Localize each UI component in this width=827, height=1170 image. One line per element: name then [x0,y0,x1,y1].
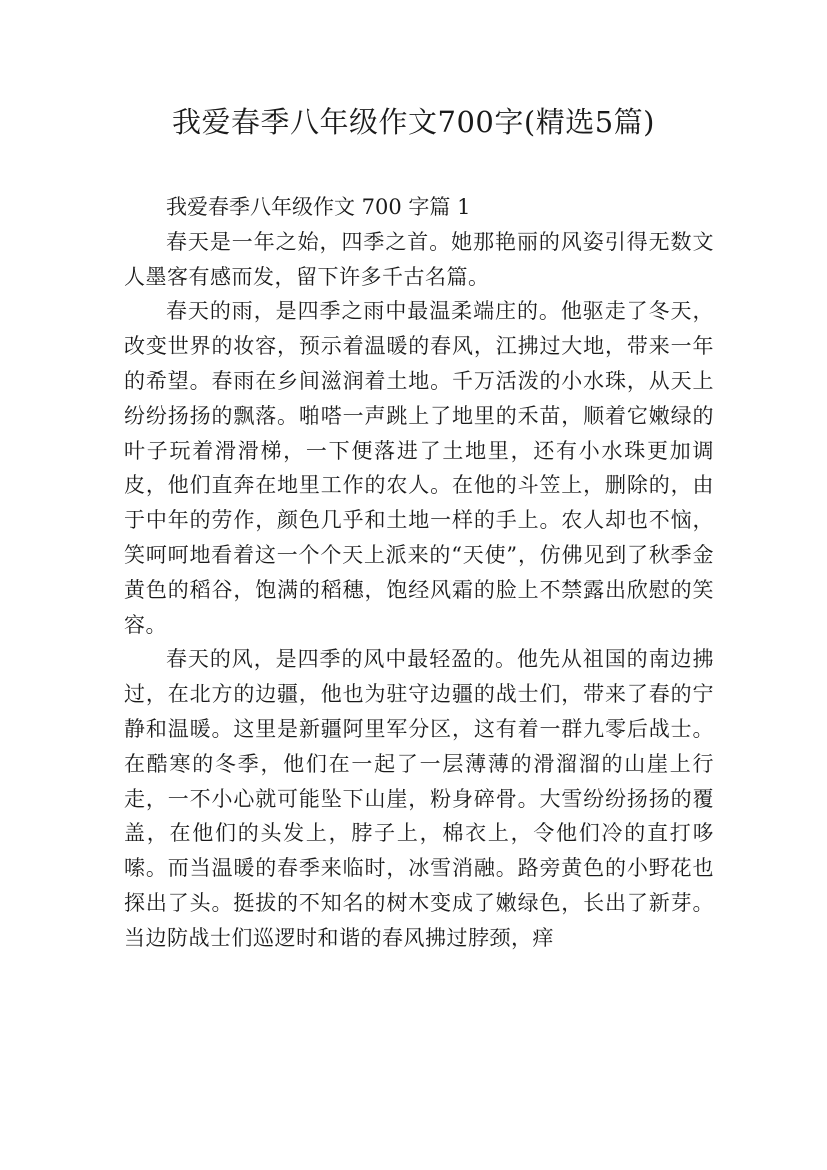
paragraph-3: 春天的风，是四季的风中最轻盈的。他先从祖国的南边拂过，在北方的边疆，他也为驻守边疆的战士们，带来了春的宁静和温暖。这里是新疆阿里军分区，这有着一群九零后战士。在酷寒的冬季，他们在一起了一层薄薄的滑溜溜的山崖上行走，一不小心就可能坠下山崖，粉身碎骨。大雪纷纷扬扬的覆盖，在他们的头发上，脖子上，棉衣上，令他们冷的直打哆嗦。而当温暖的春季来临时，冰雪消融。路旁黄色的小野花也探出了头。挺拔的不知名的树木变成了嫩绿色，长出了新芽。当边防战士们巡逻时和谐的春风拂过脖颈，痒 [124,647,714,950]
paragraph-2: 春天的雨，是四季之雨中最温柔端庄的。他驱走了冬天，改变世界的妆容，预示着温暖的春风，江拂过大地，带来一年的希望。春雨在乡间滋润着土地。千万活泼的小水珠，从天上纷纷扬扬的飘落。啪嗒一声跳上了地里的禾苗，顺着它嫩绿的叶子玩着滑滑梯，一下便落进了土地里，还有小水珠更加调皮，他们直奔在地里工作的农人。在他的斗笠上，删除的，由于中年的劳作，颜色几乎和土地一样的手上。农人却也不恼，笑呵呵地看着这一个个天上派来的“天使”，仿佛见到了秋季金黄色的稻谷，饱满的稻穗，饱经风霜的脸上不禁露出欣慰的笑容。 [124,299,714,637]
section-heading: 我爱春季八年级作文 700 字篇 1 [166,195,471,219]
paragraph-1: 春天是一年之始，四季之首。她那艳丽的风姿引得无数文人墨客有感而发，留下许多千古名篇。 [124,229,714,289]
document-title: 我爱春季八年级作文700字(精选5篇) [172,105,655,139]
document-body [124,190,714,956]
